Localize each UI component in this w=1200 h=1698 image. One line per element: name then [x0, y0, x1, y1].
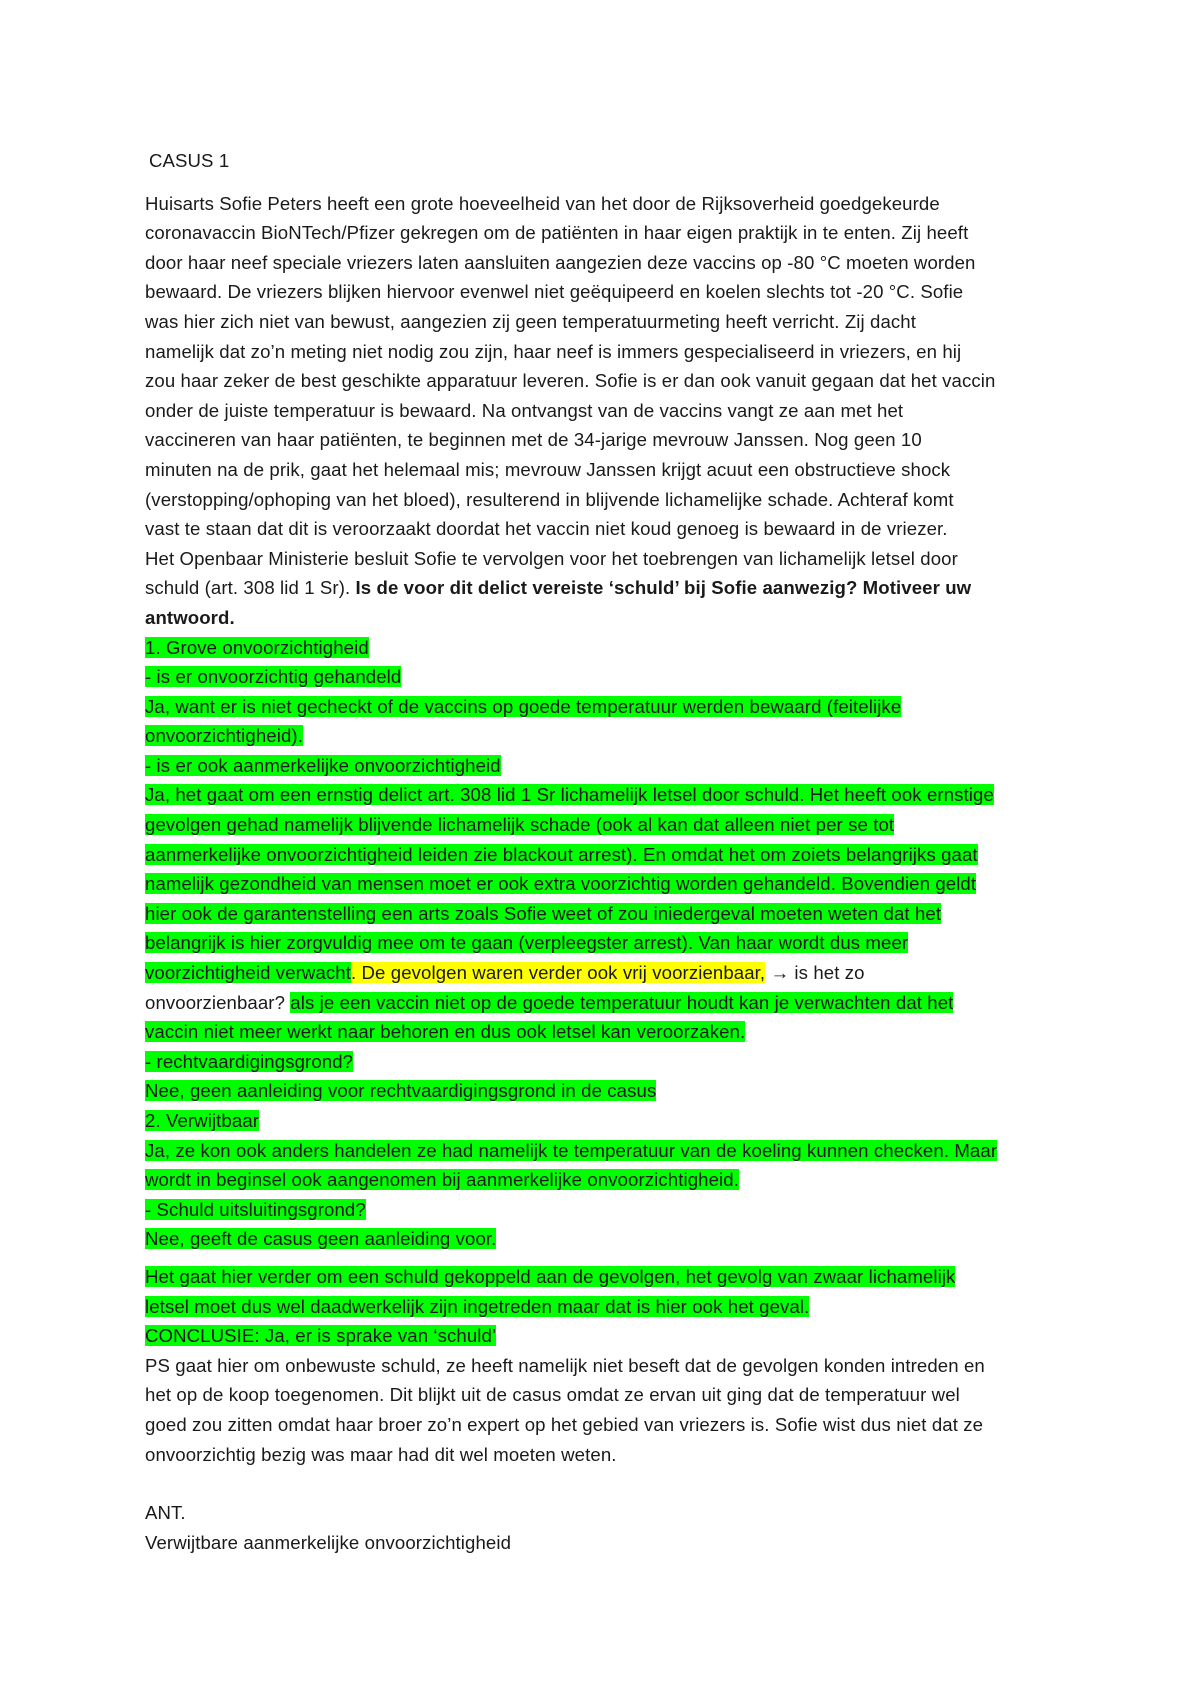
case-description — [145, 189, 1065, 633]
answer-subquestion: - Schuld uitsluitingsgrond? — [145, 1198, 366, 1220]
case-line: onder de juiste temperatuur is bewaard. Na ontvangst van de vaccins vangt ze aan met het — [145, 399, 904, 421]
answer-section — [145, 633, 1065, 1351]
answer-subquestion: - rechtvaardigingsgrond? — [145, 1050, 354, 1072]
answer-subquestion: - is er onvoorzichtig gehandeld — [145, 666, 402, 688]
ps-line: onvoorzichtig bezig was maar had dit wel moeten weten. — [145, 1443, 617, 1465]
answer-segment-green: als je een vaccin niet op de goede temperatuur houdt kan je verwachten dat het — [290, 991, 954, 1013]
answer-line: vaccin niet meer werkt naar behoren en dus ook letsel kan veroorzaken. — [145, 1021, 746, 1043]
answer-heading-grove: 1. Grove onvoorzichtigheid — [145, 636, 369, 658]
answer-heading-verwijtbaar: 2. Verwijtbaar — [145, 1110, 260, 1131]
answer-line: onvoorzichtigheid). — [145, 725, 303, 747]
case-line-question — [145, 573, 1065, 603]
case-citation: schuld (art. 308 lid 1 Sr). — [145, 577, 356, 599]
answer-mixed-line — [145, 958, 1065, 988]
ps-line: het op de koop toegenomen. Dit blijkt uit de casus omdat ze ervan uit ging dat de temperatuur wel — [145, 1384, 960, 1406]
answer-line: letsel moet dus wel daadwerkelijk zijn ingetreden maar dat is hier ook het geval. — [145, 1295, 810, 1317]
case-question-end: antwoord. — [145, 606, 235, 628]
answer-line: Nee, geen aanleiding voor rechtvaardigingsgrond in de casus — [145, 1080, 657, 1102]
case-line: zou haar zeker de best geschikte apparatuur leveren. Sofie is er dan ook vanuit gegaan dat het vaccin — [145, 370, 996, 392]
answer-line: gevolgen gehad namelijk blijvende lichamelijk schade (ook al kan dat alleen niet per se tot — [145, 814, 895, 836]
ant-line: Verwijtbare aanmerkelijke onvoorzichtigheid — [145, 1531, 512, 1553]
answer-line: belangrijk is hier zorgvuldig mee om te gaan (verpleegster arrest). Van haar wordt dus meer — [145, 932, 909, 954]
case-question: Is de voor dit delict vereiste ‘schuld’ bij Sofie aanwezig? Motiveer uw — [355, 577, 972, 599]
answer-subquestion: - is er ook aanmerkelijke onvoorzichtigheid — [145, 754, 501, 776]
answer-segment-green: voorzichtigheid verwacht — [145, 962, 351, 984]
case-line: vast te staan dat dit is veroorzaakt doordat het vaccin niet koud genoeg is bewaard in de vriezer. — [145, 518, 948, 540]
case-line: Huisarts Sofie Peters heeft een grote hoeveelheid van het door de Rijksoverheid goedgekeurde — [145, 192, 940, 214]
answer-line: namelijk gezondheid van mensen moet er ook extra voorzichtig worden gehandeld. Bovendien geldt — [145, 873, 977, 895]
case-line: namelijk dat zo’n meting niet nodig zou zijn, haar neef is immers gespecialiseerd in vriezers, en hij — [145, 340, 962, 362]
ps-line: PS gaat hier om onbewuste schuld, ze heeft namelijk niet beseft dat de gevolgen konden intreden en — [145, 1354, 985, 1376]
answer-line: hier ook de garantenstelling een arts zoals Sofie weet of zou iniedergeval moeten weten dat het — [145, 902, 942, 924]
case-line: was hier zich niet van bewust, aangezien zij geen temperatuurmeting heeft verricht. Zij dacht — [145, 310, 917, 332]
case-line: (verstopping/ophoping van het bloed), resulterend in blijvende lichamelijke schade. Achteraf komt — [145, 488, 954, 510]
ps-line: goed zou zitten omdat haar broer zo’n expert op het gebied van vriezers is. Sofie wist dus niet dat ze — [145, 1413, 984, 1435]
answer-segment-plain: is het zo — [794, 962, 865, 984]
answer-segment-plain: onvoorzienbaar? — [145, 991, 291, 1013]
case-line: bewaard. De vriezers blijken hiervoor evenwel niet geëquipeerd en koelen slechts tot -20 °C. Sofie — [145, 281, 964, 303]
case-line: Het Openbaar Ministerie besluit Sofie te vervolgen voor het toebrengen van lichamelijk letsel door — [145, 547, 958, 569]
answer-line: Ja, het gaat om een ernstig delict art. 308 lid 1 Sr lichamelijk letsel door schuld. Het heeft ook ernstige — [145, 784, 994, 806]
answer-segment-yellow: . De gevolgen waren verder ook vrij voorzienbaar, — [351, 962, 766, 984]
answer-line: Ja, ze kon ook anders handelen ze had namelijk te temperatuur van de koeling kunnen checken. Maar — [145, 1139, 998, 1161]
case-line: vaccineren van haar patiënten, te beginnen met de 34-jarige mevrouw Janssen. Nog geen 10 — [145, 429, 922, 451]
answer-line: aanmerkelijke onvoorzichtigheid leiden zie blackout arrest). En omdat het om zoiets belangrijks gaat — [145, 843, 978, 865]
ps-paragraph — [145, 1351, 1065, 1469]
arrow-right-icon: → — [765, 962, 795, 984]
answer-line: wordt in beginsel ook aangenomen bij aanmerkelijke onvoorzichtigheid. — [145, 1169, 739, 1191]
ant-label: ANT. — [145, 1502, 186, 1524]
answer-conclusion: CONCLUSIE: Ja, er is sprake van ‘schuld’ — [145, 1325, 497, 1347]
case-line: minuten na de prik, gaat het helemaal mis; mevrouw Janssen krijgt acuut een obstructieve shock — [145, 458, 951, 480]
answer-line: Het gaat hier verder om een schuld gekoppeld aan de gevolgen, het gevolg van zwaar lichamelijk — [145, 1265, 956, 1287]
document-body — [145, 146, 1065, 1557]
case-title: CASUS 1 — [149, 150, 230, 171]
answer-line: Nee, geeft de casus geen aanleiding voor. — [145, 1228, 497, 1250]
case-line: door haar neef speciale vriezers laten aansluiten aangezien deze vaccins op -80 °C moeten worden — [145, 251, 976, 273]
answer-line: Ja, want er is niet gecheckt of de vaccins op goede temperatuur werden bewaard (feitelijke — [145, 695, 902, 717]
case-line: coronavaccin BioNTech/Pfizer gekregen om de patiënten in haar eigen praktijk in te enten. Zij heeft — [145, 222, 969, 244]
answer-mixed-line — [145, 988, 1065, 1018]
